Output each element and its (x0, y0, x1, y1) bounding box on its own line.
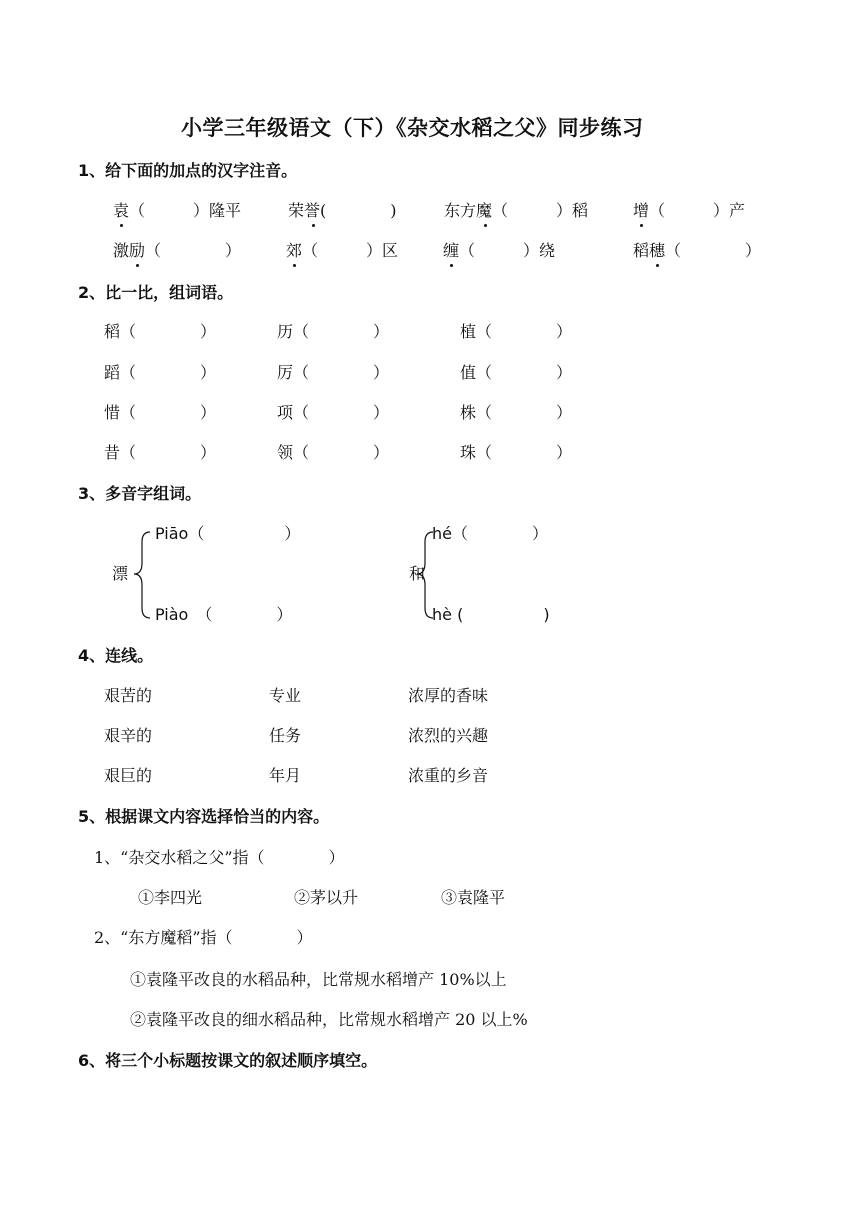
page-title: 小学三年级语文（下）《杂交水稻之父》同步练习 (181, 116, 644, 140)
emphasis-dot (136, 264, 139, 267)
q5-item-2-option-2: ②袁隆平改良的细水稻品种，比常规水稻增产 20 以上% (130, 1010, 528, 1029)
q5-item-2-option-1: ①袁隆平改良的水稻品种，比常规水稻增产 10%以上 (130, 970, 507, 989)
q2-col3-row2: 值（ ） (460, 363, 573, 382)
q2-col2-row3: 项（ ） (277, 403, 390, 422)
polyphone-piao: 漂 (112, 564, 129, 583)
polyphone-piao-reading-1: Piāo（ ） (155, 524, 301, 543)
q4-left-3: 艰巨的 (104, 766, 153, 785)
q4-right-1: 浓厚的香味 (408, 686, 489, 705)
question-6-heading: 6、将三个小标题按课文的叙述顺序填空。 (78, 1051, 378, 1070)
q2-col3-row1: 植（ ） (460, 322, 573, 341)
q1-item-rongyu: 荣誉( ) (288, 201, 397, 220)
emphasis-dot (656, 264, 659, 267)
q4-left-1: 艰苦的 (104, 686, 153, 705)
q1-item-yuan: 袁（ ）隆平 (113, 201, 242, 220)
q2-col3-row4: 珠（ ） (460, 443, 573, 462)
emphasis-dot (484, 224, 487, 227)
q4-middle-2: 任务 (269, 726, 302, 745)
q4-middle-1: 专业 (269, 686, 302, 705)
question-5-heading: 5、根据课文内容选择恰当的内容。 (78, 807, 330, 826)
q5-item-2: 2、“东方魔稻”指（ ） (94, 928, 313, 947)
left-brace-icon (130, 530, 154, 620)
q2-col3-row3: 株（ ） (460, 403, 573, 422)
polyphone-he-reading-1: hé（ ） (432, 524, 548, 543)
q4-middle-3: 年月 (269, 766, 302, 785)
question-3-heading: 3、多音字组词。 (78, 484, 202, 503)
q2-col2-row1: 历（ ） (277, 322, 390, 341)
polyphone-he-reading-2: hè ( ) (432, 605, 550, 624)
q2-col1-row3: 惜（ ） (104, 403, 217, 422)
q1-item-jili: 激励（ ） (113, 241, 242, 260)
emphasis-dot (312, 224, 315, 227)
question-2-heading: 2、比一比，组词语。 (78, 283, 234, 302)
polyphone-he: 和 (409, 564, 426, 583)
emphasis-dot (450, 264, 453, 267)
question-1-heading: 1、给下面的加点的汉字注音。 (78, 161, 298, 180)
q4-right-3: 浓重的乡音 (408, 766, 489, 785)
q2-col1-row2: 蹈（ ） (104, 363, 217, 382)
q2-col1-row4: 昔（ ） (104, 443, 217, 462)
emphasis-dot (293, 264, 296, 267)
q5-item-1-option-2: ②茅以升 (294, 888, 359, 907)
question-4-heading: 4、连线。 (78, 646, 154, 665)
emphasis-dot (640, 224, 643, 227)
q5-item-1-option-3: ③袁隆平 (441, 888, 506, 907)
q2-col1-row1: 稻（ ） (104, 322, 217, 341)
q1-item-suihui: 稻穗（ ） (633, 241, 762, 260)
q1-item-zeng: 增（ ）产 (633, 201, 746, 220)
q2-col2-row2: 厉（ ） (277, 363, 390, 382)
polyphone-piao-reading-2: Piào （ ） (155, 605, 293, 624)
q4-left-2: 艰辛的 (104, 726, 153, 745)
q1-item-chan: 缠（ ）绕 (443, 241, 556, 260)
q2-col2-row4: 领（ ） (277, 443, 390, 462)
q1-item-jiao: 郊（ ）区 (286, 241, 399, 260)
q4-right-2: 浓烈的兴趣 (408, 726, 489, 745)
q5-item-1: 1、“杂交水稻之父”指（ ） (94, 848, 345, 867)
q5-item-1-option-1: ①李四光 (138, 888, 203, 907)
emphasis-dot (120, 224, 123, 227)
q1-item-mo: 东方魔（ ）稻 (444, 201, 589, 220)
